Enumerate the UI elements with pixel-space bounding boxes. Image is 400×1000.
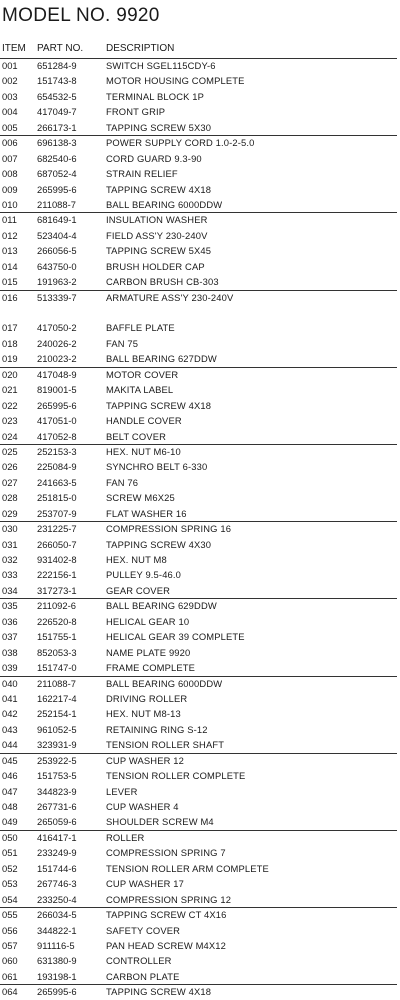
item-number: 060 (2, 955, 18, 967)
part-description: FAN 75 (106, 337, 139, 349)
item-number: 031 (2, 538, 18, 550)
item-number: 011 (2, 214, 17, 226)
item-number: 049 (2, 816, 18, 828)
part-number: 151753-5 (37, 770, 77, 782)
item-number: 041 (2, 692, 18, 704)
part-description: HEX. NUT M8-13 (106, 708, 181, 720)
part-description: COMPRESSION SPRING 7 (106, 847, 226, 859)
header-item: ITEM (2, 43, 26, 54)
table-row (0, 135, 400, 150)
table-row (0, 89, 400, 104)
part-number: 252154-1 (37, 708, 77, 720)
part-description: CARBON PLATE (106, 970, 180, 982)
table-row (0, 429, 400, 444)
item-number: 007 (2, 152, 18, 164)
part-number: 417051-0 (37, 415, 77, 427)
item-number: 035 (2, 600, 18, 612)
table-row (0, 398, 400, 413)
table-row (0, 598, 400, 613)
table-row (0, 459, 400, 474)
table-row (0, 444, 400, 459)
part-number: 253922-5 (37, 754, 77, 766)
table-row (0, 830, 400, 845)
table-row (0, 212, 400, 227)
part-description: SHOULDER SCREW M4 (106, 816, 214, 828)
part-number: 253707-9 (37, 507, 77, 519)
part-number: 323931-9 (37, 739, 77, 751)
header-part-no: PART NO. (37, 43, 84, 54)
part-number: 819001-5 (37, 384, 77, 396)
part-description: NAME PLATE 9920 (106, 646, 191, 658)
part-number: 240026-2 (37, 337, 77, 349)
part-description: PULLEY 9.5-46.0 (106, 569, 182, 581)
part-number: 852053-3 (37, 646, 77, 658)
item-number: 003 (2, 90, 18, 102)
part-description: POWER SUPPLY CORD 1.0-2-5.0 (106, 137, 255, 149)
table-row (0, 953, 400, 968)
item-number: 024 (2, 430, 18, 442)
part-number: 317273-1 (37, 584, 77, 596)
item-number: 033 (2, 569, 18, 581)
table-row (0, 923, 400, 938)
part-description: CONTROLLER (106, 955, 172, 967)
part-number: 416417-1 (37, 831, 77, 843)
part-number: 265995-6 (37, 183, 77, 195)
item-number: 061 (2, 970, 18, 982)
table-row (0, 336, 400, 351)
part-description: TENSION ROLLER SHAFT (106, 739, 225, 751)
item-number: 004 (2, 106, 18, 118)
part-number: 162217-4 (37, 692, 77, 704)
header-description: DESCRIPTION (106, 43, 175, 54)
part-number: 687052-4 (37, 168, 77, 180)
part-number: 911116-5 (37, 939, 75, 951)
part-number: 961052-5 (37, 723, 77, 735)
part-description: FRONT GRIP (106, 106, 166, 118)
part-description: CUP WASHER 4 (106, 801, 179, 812)
part-number: 682540-6 (37, 152, 77, 164)
table-row (0, 784, 400, 799)
part-description: HELICAL GEAR 10 (106, 615, 190, 627)
part-number: 193198-1 (37, 970, 77, 982)
part-number: 226520-8 (37, 615, 77, 627)
table-header (0, 43, 400, 56)
part-number: 266050-7 (37, 538, 77, 550)
part-description: DRIVING ROLLER (106, 692, 188, 704)
part-number: 241663-5 (37, 476, 77, 488)
part-description: TAPPING SCREW 5X30 (106, 121, 212, 133)
table-row (0, 691, 400, 706)
part-description: HANDLE COVER (106, 415, 182, 427)
table-row (0, 351, 400, 366)
item-number: 045 (2, 754, 18, 766)
table-row (0, 151, 400, 166)
part-number: 417048-9 (37, 368, 77, 380)
item-number: 008 (2, 168, 18, 180)
part-number: 222156-1 (37, 569, 77, 581)
part-description: FLAT WASHER 16 (106, 507, 187, 519)
table-row (0, 645, 400, 660)
part-description: CORD GUARD 9.3-90 (106, 152, 202, 164)
part-description: TAPPING SCREW 4X18 (106, 399, 212, 411)
part-description: LEVER (106, 785, 138, 797)
part-number: 344822-1 (37, 924, 77, 936)
part-number: 681649-1 (37, 214, 77, 226)
table-row (0, 120, 400, 135)
part-number: 266056-5 (37, 245, 77, 257)
part-description: BAFFLE PLATE (106, 322, 175, 334)
part-description: SAFETY COVER (106, 924, 181, 936)
part-number: 523404-4 (37, 229, 77, 241)
table-row (0, 892, 400, 907)
table-row (0, 382, 400, 397)
item-number: 005 (2, 121, 18, 133)
table-row (0, 938, 400, 953)
table-row (0, 629, 400, 644)
part-description: TENSION ROLLER COMPLETE (106, 770, 246, 782)
part-description: CARBON BRUSH CB-303 (106, 276, 219, 288)
item-number: 030 (2, 523, 18, 535)
table-row (0, 660, 400, 675)
part-description: CUP WASHER 17 (106, 878, 185, 890)
part-number: 151747-0 (37, 662, 77, 674)
item-number: 047 (2, 785, 18, 797)
item-number: 017 (2, 322, 18, 334)
part-number: 513339-7 (37, 291, 77, 303)
item-number: 052 (2, 862, 18, 874)
table-row (0, 290, 400, 305)
table-row (0, 814, 400, 829)
table-row (0, 984, 400, 999)
item-number: 022 (2, 399, 18, 411)
table-row (0, 413, 400, 428)
part-number: 151744-6 (37, 862, 77, 874)
part-description: ROLLER (106, 831, 145, 843)
part-description: MAKITA LABEL (106, 384, 174, 396)
part-number: 231225-7 (37, 523, 77, 535)
part-number: 265995-6 (37, 986, 77, 998)
part-description: STRAIN RELIEF (106, 168, 178, 180)
part-number: 252153-3 (37, 445, 77, 457)
part-description: SWITCH SGEL115CDY-6 (106, 60, 216, 71)
part-description: GEAR COVER (106, 584, 171, 596)
part-number: 251815-0 (37, 492, 77, 504)
item-number: 001 (2, 60, 18, 71)
table-row (0, 614, 400, 629)
part-number: 931402-8 (37, 554, 77, 565)
part-number: 344823-9 (37, 785, 77, 797)
item-number: 018 (2, 337, 18, 349)
part-description: TENSION ROLLER ARM COMPLETE (106, 862, 269, 874)
table-row (0, 799, 400, 814)
item-number: 025 (2, 445, 18, 457)
table-row (0, 969, 400, 984)
table-row (0, 73, 400, 88)
item-number: 012 (2, 229, 18, 241)
item-number: 029 (2, 507, 18, 519)
item-number: 010 (2, 198, 18, 210)
part-description: COMPRESSION SPRING 12 (106, 893, 232, 905)
item-number: 020 (2, 368, 18, 380)
table-row (0, 58, 400, 73)
item-number: 023 (2, 415, 18, 427)
part-description: COMPRESSION SPRING 16 (106, 523, 232, 535)
item-number: 019 (2, 353, 18, 365)
item-number: 050 (2, 831, 18, 843)
part-description: BALL BEARING 627DDW (106, 353, 217, 365)
item-number: 043 (2, 723, 18, 735)
part-number: 225084-9 (37, 461, 77, 473)
item-number: 028 (2, 492, 18, 504)
table-row (0, 490, 400, 505)
part-description: TERMINAL BLOCK 1P (106, 90, 205, 102)
table-row (0, 768, 400, 783)
item-number: 037 (2, 631, 18, 643)
part-number: 266173-1 (37, 121, 77, 133)
item-number: 044 (2, 739, 18, 751)
table-row (0, 567, 400, 582)
item-number: 002 (2, 75, 18, 87)
part-number: 267746-3 (37, 878, 77, 890)
part-description: FIELD ASS'Y 230-240V (106, 229, 208, 241)
part-description: FRAME COMPLETE (106, 662, 196, 674)
item-number: 048 (2, 801, 18, 812)
part-number: 265995-6 (37, 399, 77, 411)
table-row (0, 861, 400, 876)
item-number: 055 (2, 909, 18, 921)
part-description: MOTOR HOUSING COMPLETE (106, 75, 245, 87)
table-row (0, 243, 400, 258)
item-number: 026 (2, 461, 18, 473)
part-description: TAPPING SCREW 4X18 (106, 183, 212, 195)
table-row (0, 521, 400, 536)
item-number: 036 (2, 615, 18, 627)
table-row (0, 166, 400, 181)
item-number: 053 (2, 878, 18, 890)
item-number: 040 (2, 677, 18, 689)
table-row (0, 475, 400, 490)
item-number: 051 (2, 847, 18, 859)
part-number: 265059-6 (37, 816, 77, 828)
table-row (0, 676, 400, 691)
part-description: BALL BEARING 629DDW (106, 600, 217, 612)
table-row (0, 876, 400, 891)
table-row (0, 367, 400, 382)
table-row (0, 182, 400, 197)
part-number: 654532-5 (37, 90, 77, 102)
part-description: HELICAL GEAR 39 COMPLETE (106, 631, 245, 643)
part-number: 643750-0 (37, 260, 77, 272)
table-row (0, 197, 400, 212)
part-number: 266034-5 (37, 909, 77, 921)
part-description: INSULATION WASHER (106, 214, 208, 226)
part-description: BELT COVER (106, 430, 167, 442)
part-number: 233250-4 (37, 893, 77, 905)
table-row (0, 583, 400, 598)
table-row (0, 907, 400, 922)
item-number: 014 (2, 260, 18, 272)
item-number: 015 (2, 276, 18, 288)
item-number: 057 (2, 939, 18, 951)
item-number: 006 (2, 137, 18, 149)
table-row (0, 259, 400, 274)
part-number: 651284-9 (37, 60, 77, 71)
part-description: TAPPING SCREW 4X30 (106, 538, 212, 550)
part-description: SYNCHRO BELT 6-330 (106, 461, 208, 473)
item-number: 046 (2, 770, 18, 782)
item-number: 021 (2, 384, 18, 396)
table-row (0, 320, 400, 335)
item-number: 016 (2, 291, 18, 303)
part-number: 210023-2 (37, 353, 77, 365)
item-number: 009 (2, 183, 18, 195)
part-description: TAPPING SCREW 4X18 (106, 986, 212, 998)
table-row (0, 537, 400, 552)
part-description: ARMATURE ASS'Y 230-240V (106, 291, 234, 303)
part-number: 211088-7 (37, 198, 76, 210)
part-number: 151755-1 (37, 631, 77, 643)
part-description: MOTOR COVER (106, 368, 179, 380)
part-description: HEX. NUT M8 (106, 554, 167, 565)
table-row (0, 845, 400, 860)
part-number: 417049-7 (37, 106, 77, 118)
part-description: TAPPING SCREW 5X45 (106, 245, 212, 257)
item-number: 038 (2, 646, 18, 658)
item-number: 027 (2, 476, 18, 488)
item-number: 056 (2, 924, 18, 936)
part-number: 696138-3 (37, 137, 77, 149)
table-row (0, 552, 400, 567)
part-description: BALL BEARING 6000DDW (106, 677, 223, 689)
part-description: BALL BEARING 6000DDW (106, 198, 223, 210)
item-number: 039 (2, 662, 18, 674)
part-number: 417050-2 (37, 322, 77, 334)
part-description: BRUSH HOLDER CAP (106, 260, 205, 272)
page-title: MODEL NO. 9920 (2, 5, 160, 26)
table-row (0, 722, 400, 737)
item-number: 042 (2, 708, 18, 720)
part-description: CUP WASHER 12 (106, 754, 185, 766)
part-number: 233249-9 (37, 847, 77, 859)
table-row (0, 506, 400, 521)
item-number: 054 (2, 893, 18, 905)
part-number: 417052-8 (37, 430, 77, 442)
part-description: RETAINING RING S-12 (106, 723, 208, 735)
table-row (0, 104, 400, 119)
part-number: 211092-6 (37, 600, 76, 612)
part-description: SCREW M6X25 (106, 492, 175, 504)
item-number: 032 (2, 554, 18, 565)
item-number: 034 (2, 584, 18, 596)
table-row (0, 737, 400, 752)
part-description: HEX. NUT M6-10 (106, 445, 181, 457)
table-row (0, 274, 400, 289)
table-row (0, 706, 400, 721)
part-description: FAN 76 (106, 476, 139, 488)
table-row (0, 228, 400, 243)
part-number: 211088-7 (37, 677, 76, 689)
part-number: 267731-6 (37, 801, 77, 812)
part-description: PAN HEAD SCREW M4X12 (106, 939, 227, 951)
item-number: 064 (2, 986, 18, 998)
part-number: 191963-2 (37, 276, 77, 288)
table-row (0, 753, 400, 768)
part-number: 631380-9 (37, 955, 77, 967)
item-number: 013 (2, 245, 18, 257)
parts-table (0, 58, 400, 1000)
part-number: 151743-8 (37, 75, 77, 87)
part-description: TAPPING SCREW CT 4X16 (106, 909, 227, 921)
